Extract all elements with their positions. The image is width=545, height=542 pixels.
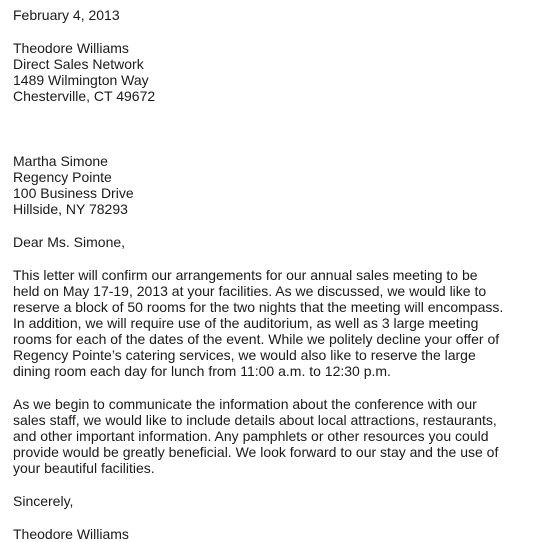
recipient-name: Martha Simone bbox=[13, 153, 108, 169]
letter-document bbox=[13, 7, 541, 542]
paragraph-line: sales staff, we would like to include details about local attractions, restaurants, bbox=[13, 412, 497, 428]
sender-name: Theodore Williams bbox=[13, 40, 129, 56]
paragraph-line: dining room each day for lunch from 11:00 a.m. to 12:30 p.m. bbox=[13, 363, 391, 379]
sender-company: Direct Sales Network bbox=[13, 56, 144, 72]
paragraph-line: In addition, we will require use of the auditorium, as well as 3 large meeting bbox=[13, 315, 479, 331]
paragraph-line: As we begin to communicate the information about the conference with our bbox=[13, 396, 477, 412]
sender-street: 1489 Wilmington Way bbox=[13, 72, 149, 88]
closing-text: Sincerely, bbox=[13, 493, 74, 509]
recipient-city: Hillside, NY 78293 bbox=[13, 201, 128, 217]
closing bbox=[13, 493, 541, 509]
letter-date bbox=[13, 7, 541, 23]
paragraph-line: This letter will confirm our arrangements for our annual sales meeting to be bbox=[13, 267, 478, 283]
paragraph-line: your beautiful facilities. bbox=[13, 460, 155, 476]
paragraph-line: rooms for each of the dates of the event. While we politely decline your offer of bbox=[13, 331, 500, 347]
paragraph-line: reserve a block of 50 rooms for the two nights that the meeting will encompass. bbox=[13, 299, 504, 315]
salutation bbox=[13, 234, 541, 250]
salutation-text: Dear Ms. Simone, bbox=[13, 234, 126, 250]
body-paragraph-1 bbox=[13, 267, 541, 379]
paragraph-line: Regency Pointe’s catering services, we would also like to reserve the large bbox=[13, 347, 476, 363]
signature bbox=[13, 526, 541, 542]
recipient-company: Regency Pointe bbox=[13, 169, 112, 185]
recipient-address bbox=[13, 153, 541, 217]
paragraph-line: held on May 17-19, 2013 at your facilities. As we discussed, we would like to bbox=[13, 283, 487, 299]
signature-name: Theodore Williams bbox=[13, 526, 129, 542]
paragraph-line: provide would be greatly beneficial. We look forward to our stay and the use of bbox=[13, 444, 499, 460]
date-text: February 4, 2013 bbox=[13, 7, 120, 23]
body-paragraph-2 bbox=[13, 396, 541, 476]
sender-city: Chesterville, CT 49672 bbox=[13, 88, 156, 104]
paragraph-line: and other important information. Any pamphlets or other resources you could bbox=[13, 428, 489, 444]
recipient-street: 100 Business Drive bbox=[13, 185, 134, 201]
sender-address bbox=[13, 40, 541, 104]
